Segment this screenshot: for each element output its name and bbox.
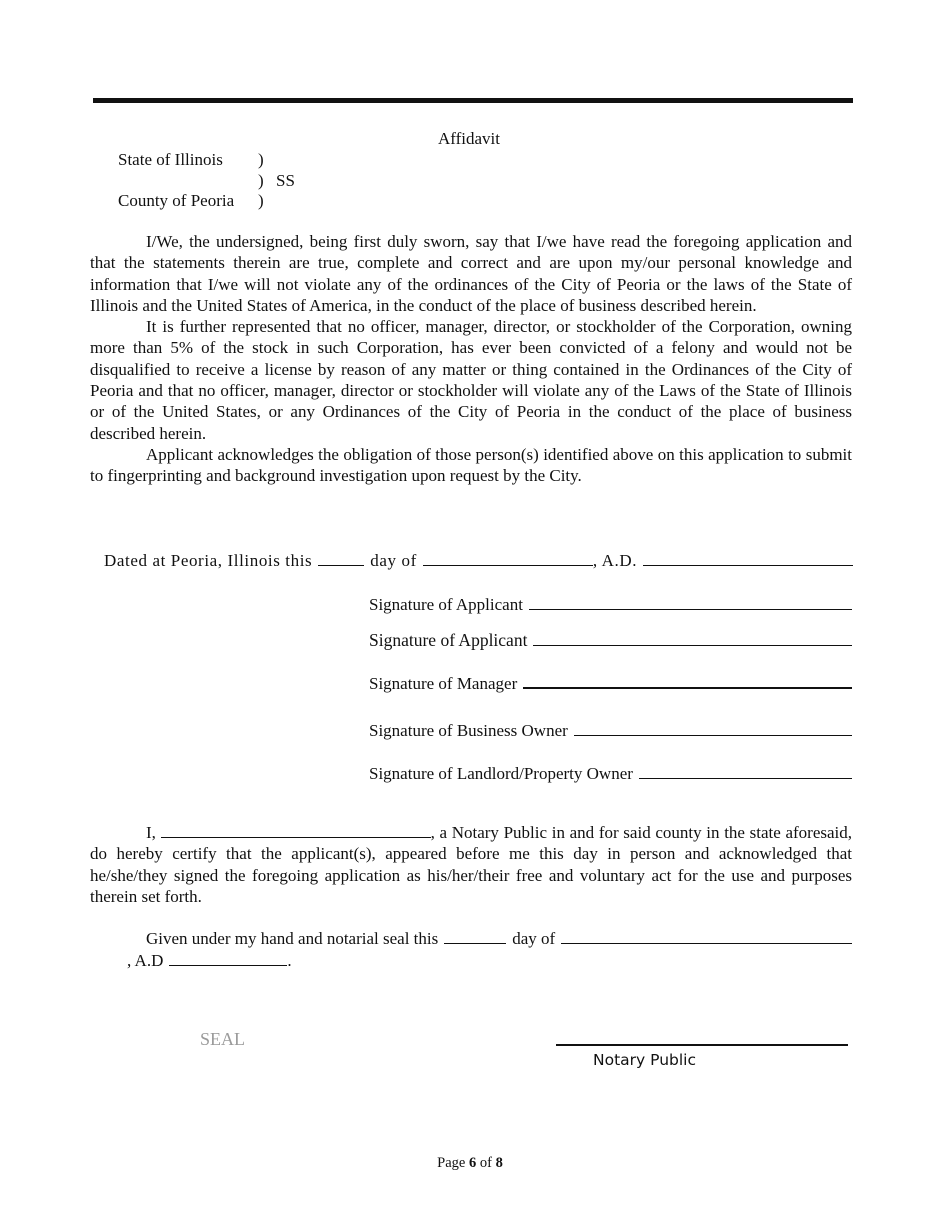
signature-field[interactable] xyxy=(574,721,852,736)
signature-label: Signature of Business Owner xyxy=(369,721,568,740)
affidavit-paragraph: It is further represented that no officer, manager, director, or stockholder of the Corporation, owning more than 5% of the stock in such Corporation, has ever been convicted of a felony and would not be disqualified to receive a license by reason of any matter or thing contained in the Ordinances of the City of Peoria and that no officer, manager, director or stockholder will violate any of the Laws of the State of Illinois or of the United States, or any Ordinances of the City of Peoria in the conduct of the place of business described herein. xyxy=(90,317,852,443)
header-rule xyxy=(93,98,853,103)
county-label: County of Peoria xyxy=(118,191,235,210)
ss-label: SS xyxy=(276,170,295,190)
signature-label: Signature of Applicant xyxy=(369,630,528,650)
signature-label: Signature of Landlord/Property Owner xyxy=(369,764,633,783)
notary-certification xyxy=(90,822,852,907)
day-of-label: day of xyxy=(370,551,417,570)
signature-field[interactable] xyxy=(529,595,852,610)
affidavit-paragraph: Applicant acknowledges the obligation of those person(s) identified above on this application to submit to fingerprinting and background investigation upon request by the City. xyxy=(90,444,852,486)
given-day-field[interactable] xyxy=(444,929,506,944)
signature-row-applicant-1 xyxy=(369,595,852,615)
signature-field[interactable] xyxy=(523,673,852,689)
signature-field[interactable] xyxy=(639,764,852,779)
given-day-of-label: day of xyxy=(512,929,556,948)
notary-text: , a Notary Public in and for said county in the state aforesaid, do hereby certify that the applicant(s), appeared before me this day in person and acknowledged that he/she/they signed the foregoing application as his/her/their free and voluntary act for the use and purposes therein set forth. xyxy=(90,823,852,906)
notary-signature-field[interactable] xyxy=(556,1044,848,1046)
paren: ) xyxy=(258,150,264,169)
dated-line xyxy=(104,551,853,571)
paren: ) xyxy=(258,170,264,190)
of-word: of xyxy=(479,1155,492,1171)
day-field[interactable] xyxy=(318,551,364,566)
given-period: . xyxy=(287,951,292,970)
paren: ) xyxy=(258,191,264,210)
given-ad-label: , A.D xyxy=(127,951,164,970)
given-month-field[interactable] xyxy=(561,929,852,944)
page-current: 6 xyxy=(468,1155,477,1171)
signature-label: Signature of Manager xyxy=(369,674,518,693)
ad-label: , A.D. xyxy=(592,551,638,570)
year-field[interactable] xyxy=(643,551,853,566)
seal-label: SEAL xyxy=(200,1029,245,1049)
given-year-field[interactable] xyxy=(169,951,287,966)
signature-row-landlord xyxy=(369,764,852,784)
notary-name-field[interactable] xyxy=(161,823,431,838)
month-field[interactable] xyxy=(423,551,593,566)
notary-prefix: I, xyxy=(146,823,156,842)
given-line xyxy=(146,929,852,949)
notary-public-label: Notary Public xyxy=(593,1051,696,1069)
page-total: 8 xyxy=(495,1155,503,1171)
signature-row-manager xyxy=(369,673,852,694)
signature-row-business-owner xyxy=(369,721,852,741)
dated-prefix: Dated at Peoria, Illinois this xyxy=(104,551,313,570)
venue-ss-row xyxy=(118,171,295,192)
signature-field[interactable] xyxy=(533,631,852,646)
affidavit-body xyxy=(90,231,852,487)
venue-state-row xyxy=(118,150,295,171)
page-word: Page xyxy=(437,1155,466,1171)
signature-row-applicant-2 xyxy=(369,630,852,651)
page-title: Affidavit xyxy=(437,129,500,148)
notary-paragraph xyxy=(90,822,852,907)
venue-block xyxy=(118,150,295,212)
state-label: State of Illinois xyxy=(118,150,223,169)
venue-county-row xyxy=(118,191,295,212)
given-prefix: Given under my hand and notarial seal this xyxy=(146,929,439,948)
given-ad-line xyxy=(127,951,292,971)
signature-label: Signature of Applicant xyxy=(369,595,523,614)
affidavit-paragraph: I/We, the undersigned, being first duly sworn, say that I/we have read the foregoing application and that the statements therein are true, complete and correct and are upon my/our personal knowledge and information that I/we will not violate any of the ordinances of the City of Peoria or the laws of the State of Illinois and the United States of America, in the conduct of the place of business described herein. xyxy=(90,232,852,315)
page-footer xyxy=(0,1155,940,1172)
